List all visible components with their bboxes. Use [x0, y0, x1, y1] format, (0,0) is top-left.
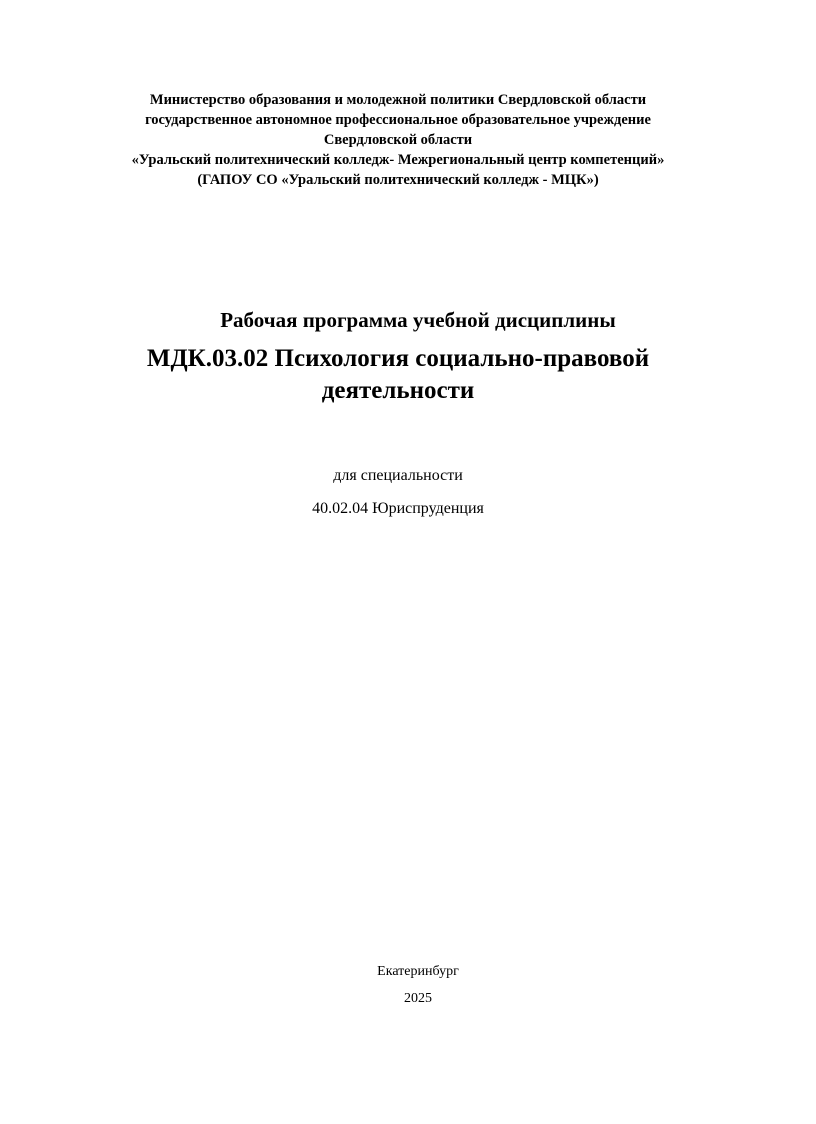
discipline-title-line-2: деятельности [321, 377, 475, 404]
ministry-line: Министерство образования и молодежной политики Свердловской области [149, 92, 647, 108]
discipline-title-line-1: МДК.03.02 Психология социально-правовой [146, 345, 650, 372]
specialty-label: для специальности [333, 467, 463, 484]
college-name-line: «Уральский политехнический колледж- Межрегиональный центр компетенций» [131, 152, 665, 168]
discipline-title [0, 343, 796, 407]
city: Екатеринбург [377, 964, 459, 979]
institution-header [0, 90, 796, 190]
program-title: Рабочая программа учебной дисциплины [220, 308, 616, 332]
region-line: Свердловской области [323, 132, 473, 148]
specialty-code: 40.02.04 Юриспруденция [312, 500, 484, 517]
institution-type-line: государственное автономное профессиональное образовательное учреждение [145, 112, 651, 128]
college-abbreviation-line: (ГАПОУ СО «Уральский политехнический колледж - МЦК») [197, 172, 599, 188]
year: 2025 [404, 991, 432, 1006]
